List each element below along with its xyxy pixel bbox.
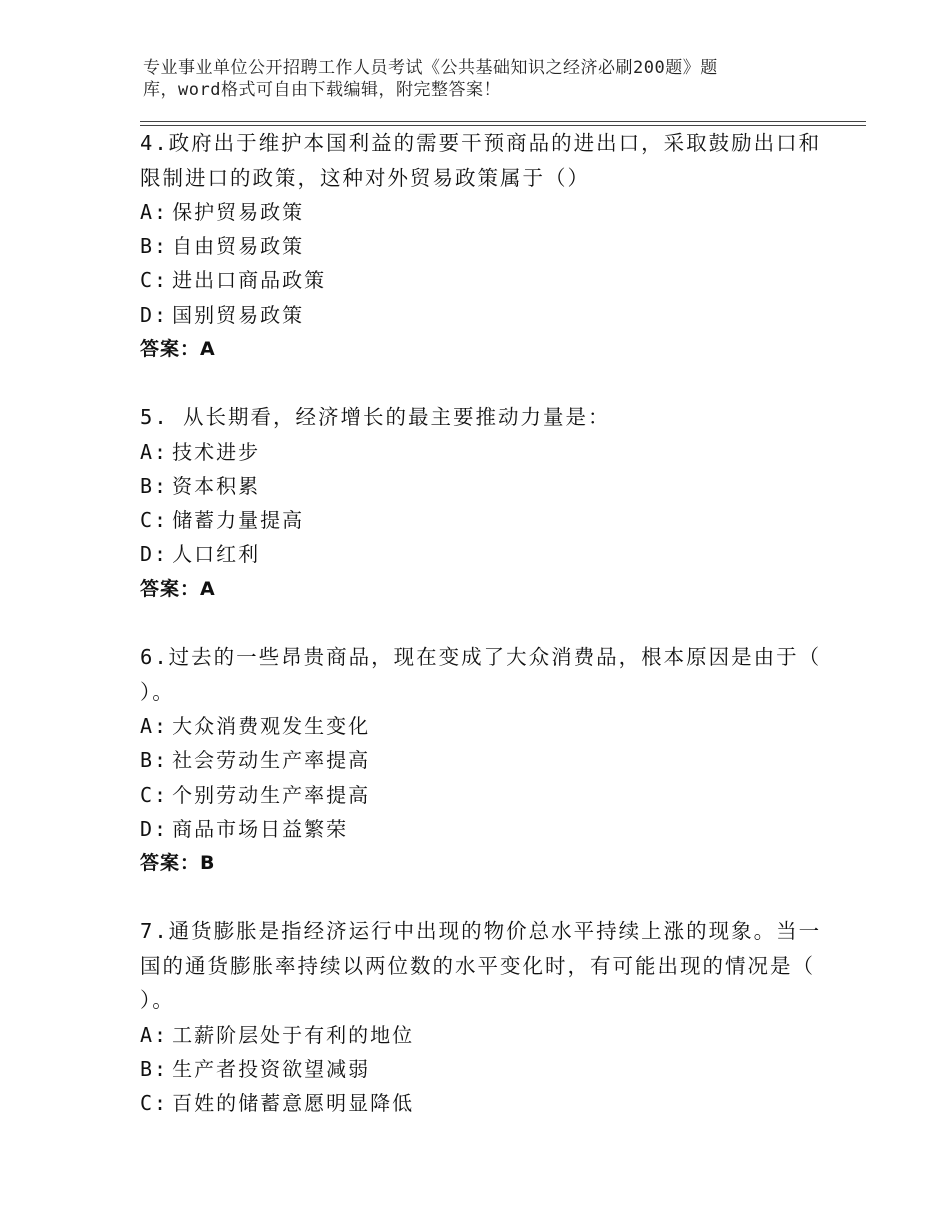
option-text: 生产者投资欲望减弱 xyxy=(172,1057,371,1082)
answer-label: 答案： xyxy=(140,851,201,874)
option-key: A: xyxy=(140,1022,169,1047)
answer-label: 答案： xyxy=(140,337,201,360)
option-key: D: xyxy=(140,302,169,327)
header-divider-top xyxy=(140,121,866,122)
option-key: A: xyxy=(140,200,169,224)
option-c xyxy=(140,263,820,297)
option-a xyxy=(140,709,820,743)
question-7 xyxy=(140,914,820,1120)
option-text: 人口红利 xyxy=(172,542,261,567)
question-stem xyxy=(140,640,820,709)
option-key: A: xyxy=(140,439,169,464)
question-5 xyxy=(140,400,820,606)
spacer xyxy=(140,366,820,400)
option-b xyxy=(140,1052,820,1086)
answer-value: A xyxy=(200,577,216,600)
option-d xyxy=(140,812,820,846)
option-c xyxy=(140,778,820,812)
question-4 xyxy=(140,126,820,366)
option-text: 自由贸易政策 xyxy=(172,234,305,259)
option-key: A: xyxy=(140,714,169,739)
question-6 xyxy=(140,640,820,880)
option-key: B: xyxy=(140,748,169,773)
question-stem xyxy=(140,914,820,1018)
option-key: C: xyxy=(140,1091,169,1116)
option-a xyxy=(140,435,820,469)
option-b xyxy=(140,229,820,263)
option-text: 工薪阶层处于有利的地位 xyxy=(172,1022,415,1047)
option-a xyxy=(140,1018,820,1052)
option-key: B: xyxy=(140,474,169,499)
stem-line: 7.通货膨胀是指经济运行中出现的物价总水平持续上涨的现象。当一 xyxy=(140,919,822,944)
option-key: C: xyxy=(140,268,169,293)
option-b xyxy=(140,743,820,777)
option-a xyxy=(140,195,820,229)
option-key: B: xyxy=(140,1057,169,1082)
option-b xyxy=(140,469,820,503)
option-d xyxy=(140,298,820,332)
option-key: D: xyxy=(140,816,169,841)
option-key: C: xyxy=(140,508,169,533)
stem-line: 限制进口的政策，这种对外贸易政策属于（） xyxy=(140,165,590,190)
option-text: 资本积累 xyxy=(172,474,261,499)
option-text: 储蓄力量提高 xyxy=(172,508,305,533)
stem-line: 4.政府出于维护本国利益的需要干预商品的进出口，采取鼓励出口和 xyxy=(140,131,822,155)
stem-line: 5. 从长期看，经济增长的最主要推动力量是： xyxy=(140,405,611,430)
option-text: 社会劳动生产率提高 xyxy=(172,748,371,773)
option-c xyxy=(140,503,820,537)
option-key: D: xyxy=(140,542,169,567)
header-line-2: 库，word格式可自由下载编辑，附完整答案！ xyxy=(143,80,501,100)
stem-line: 6.过去的一些昂贵商品，现在变成了大众消费品，根本原因是由于（ xyxy=(140,645,822,670)
answer-line xyxy=(140,846,820,881)
option-key: B: xyxy=(140,234,169,259)
option-text: 国别贸易政策 xyxy=(172,302,305,327)
option-text: 技术进步 xyxy=(172,439,261,464)
document-header xyxy=(143,57,793,101)
question-list xyxy=(140,126,820,1121)
option-c xyxy=(140,1086,820,1120)
option-text: 进出口商品政策 xyxy=(172,268,327,293)
option-text: 保护贸易政策 xyxy=(172,200,305,224)
option-text: 百姓的储蓄意愿明显降低 xyxy=(172,1091,415,1116)
stem-line: ）。 xyxy=(140,988,175,1013)
stem-line: 国的通货膨胀率持续以两位数的水平变化时，有可能出现的情况是（ xyxy=(140,953,815,978)
spacer xyxy=(140,880,820,914)
question-stem xyxy=(140,126,820,195)
option-text: 个别劳动生产率提高 xyxy=(172,782,371,807)
spacer xyxy=(140,606,820,640)
option-text: 大众消费观发生变化 xyxy=(172,714,371,739)
answer-line xyxy=(140,332,820,367)
option-text: 商品市场日益繁荣 xyxy=(172,816,349,841)
answer-value: A xyxy=(200,337,216,360)
answer-line xyxy=(140,572,820,607)
option-key: C: xyxy=(140,782,169,807)
stem-line: ）。 xyxy=(140,679,175,704)
answer-value: B xyxy=(200,851,216,874)
question-stem xyxy=(140,400,820,435)
header-line-1: 专业事业单位公开招聘工作人员考试《公共基础知识之经济必刷200题》题 xyxy=(143,58,718,78)
answer-label: 答案： xyxy=(140,577,201,600)
option-d xyxy=(140,537,820,571)
